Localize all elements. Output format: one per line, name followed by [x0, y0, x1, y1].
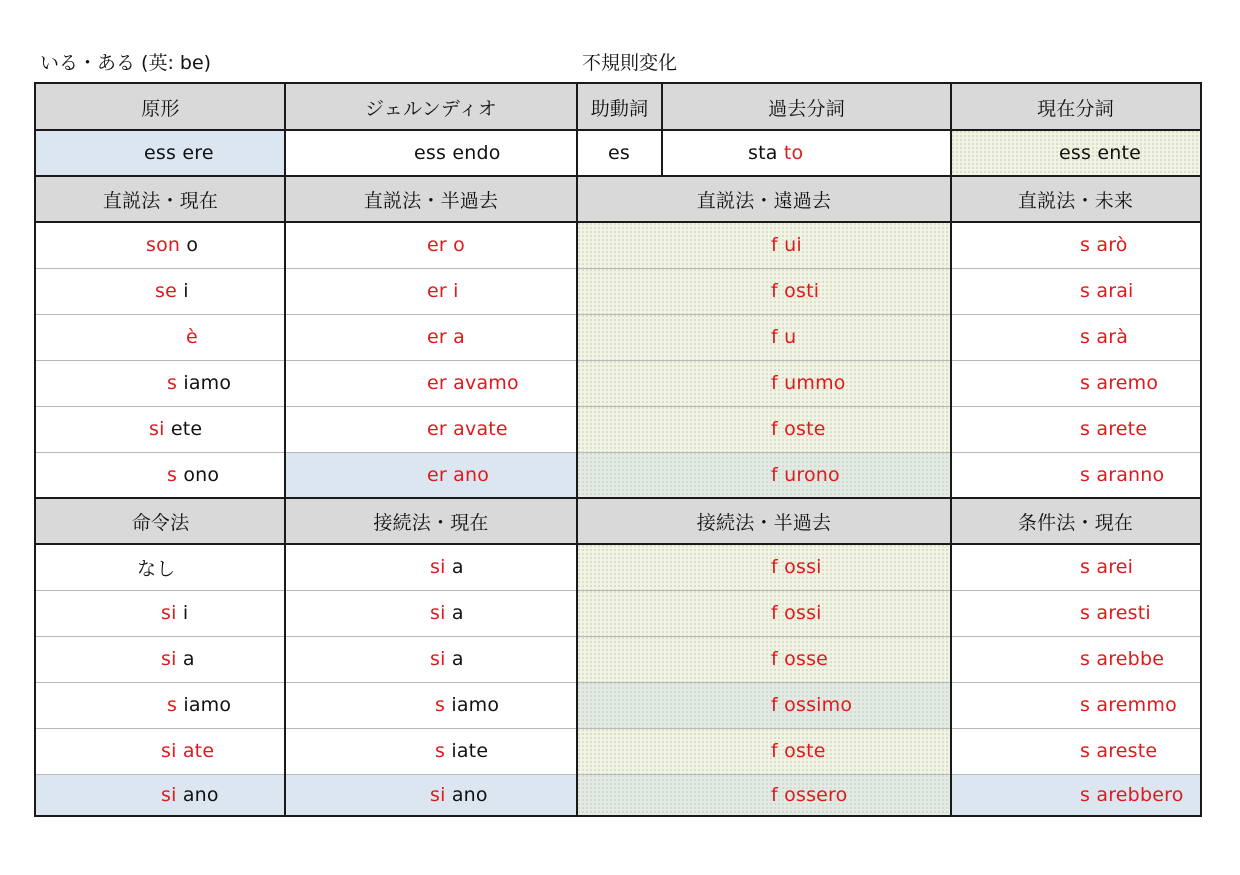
form-cell	[951, 222, 1200, 268]
form-part-a: f	[771, 280, 778, 302]
form-part-b: i	[182, 602, 189, 624]
form-cell	[577, 590, 951, 636]
form-cell	[285, 728, 577, 774]
form-part-a: s	[435, 694, 446, 716]
form-cell	[36, 406, 285, 452]
header-ind-remote-past	[577, 176, 951, 222]
form-part-b: ano	[453, 464, 490, 486]
form-cell	[577, 360, 951, 406]
column-divider	[284, 84, 286, 815]
form-cell	[285, 544, 577, 590]
column-divider	[661, 84, 663, 176]
form-part-a: si	[161, 648, 177, 670]
header-ind-remote-past-label: 直説法・遠過去	[696, 189, 832, 212]
form-part-b: ate	[182, 740, 215, 762]
form-part-a: s	[1080, 280, 1091, 302]
form-part-b: ummo	[784, 372, 846, 394]
value-past-participle	[662, 130, 951, 176]
row-divider	[36, 221, 1200, 223]
form-cell	[36, 544, 285, 590]
form-part-a: f	[771, 602, 778, 624]
form-part-b: iamo	[183, 372, 232, 394]
form-part-b: a	[453, 326, 465, 348]
row-divider	[36, 636, 1200, 637]
title-conjugation-type: 不規則変化	[582, 52, 678, 74]
form-gap	[198, 326, 204, 348]
row-divider	[36, 406, 1200, 407]
row-divider	[36, 314, 1200, 315]
header-ind-present	[36, 176, 285, 222]
header-ind-future-label: 直説法・未来	[1017, 189, 1134, 212]
form-cell	[285, 636, 577, 682]
form-part-b: o	[186, 234, 199, 256]
conjugation-table	[34, 82, 1202, 817]
column-divider	[950, 84, 952, 815]
header-past-participle	[662, 84, 951, 130]
form-part-b: iamo	[183, 694, 232, 716]
form-cell	[577, 728, 951, 774]
column-divider	[576, 84, 578, 815]
form-cell	[36, 314, 285, 360]
form-cell	[951, 682, 1200, 728]
form-part-a: si	[161, 602, 177, 624]
header-imperative	[36, 498, 285, 544]
form-part-a: si	[430, 648, 446, 670]
form-part-b: aranno	[1096, 464, 1165, 486]
form-part-a: s	[167, 372, 178, 394]
value-gerund	[285, 130, 577, 176]
form-part-a: er	[427, 418, 447, 440]
form-part-a: s	[1080, 783, 1091, 806]
form-part-a: なし	[137, 557, 176, 580]
form-cell	[285, 590, 577, 636]
form-part-b: i	[453, 280, 459, 302]
header-auxiliary	[577, 84, 662, 130]
form-part-b: ui	[784, 234, 802, 256]
row-divider	[36, 360, 1200, 361]
header-present-participle	[951, 84, 1200, 130]
header-present-participle-label: 現在分詞	[1037, 97, 1114, 120]
header-cond-present	[951, 498, 1200, 544]
form-part-b: ono	[183, 464, 220, 486]
form-cell	[36, 268, 285, 314]
form-part-a: s	[1080, 694, 1091, 716]
gerund-ending: endo	[452, 142, 501, 164]
form-part-a: s	[167, 694, 178, 716]
header-imperative-label: 命令法	[131, 511, 190, 534]
form-cell	[577, 222, 951, 268]
form-part-b: arò	[1096, 234, 1128, 256]
auxiliary-value: es	[608, 142, 630, 164]
form-part-a: si	[149, 418, 165, 440]
form-part-a: f	[771, 694, 778, 716]
form-part-b: ete	[170, 418, 203, 440]
form-part-a: er	[427, 464, 447, 486]
row-divider	[36, 728, 1200, 729]
form-part-b: a	[451, 556, 464, 578]
header-subj-imperfect	[577, 498, 951, 544]
form-cell	[285, 360, 577, 406]
form-part-a: si	[161, 740, 177, 762]
title-verb: いる・ある (英: be)	[40, 52, 212, 74]
value-infinitive	[36, 130, 285, 176]
form-part-a: f	[771, 648, 778, 670]
form-cell	[951, 636, 1200, 682]
header-ind-future	[951, 176, 1200, 222]
form-cell	[36, 360, 285, 406]
form-cell	[285, 406, 577, 452]
gerund-stem: ess	[414, 142, 447, 164]
form-part-a: s	[1080, 556, 1091, 578]
form-part-a: f	[771, 372, 778, 394]
form-cell	[577, 452, 951, 498]
form-cell	[577, 268, 951, 314]
form-part-a: s	[1080, 648, 1091, 670]
header-ind-present-label: 直説法・現在	[102, 189, 219, 212]
form-part-a: f	[771, 740, 778, 762]
form-part-b: avamo	[453, 372, 519, 394]
form-part-b: osti	[784, 280, 820, 302]
form-part-a: f	[771, 464, 778, 486]
form-part-a: si	[161, 783, 177, 806]
form-part-b: arebbe	[1096, 648, 1165, 670]
form-part-b: ossi	[784, 602, 822, 624]
form-gap	[175, 556, 181, 578]
form-part-b: ano	[451, 783, 488, 806]
row-divider	[36, 268, 1200, 269]
form-part-b: arai	[1096, 280, 1134, 302]
form-cell	[36, 222, 285, 268]
header-subj-present	[285, 498, 577, 544]
form-part-a: er	[427, 234, 447, 256]
form-part-a: f	[771, 556, 778, 578]
past-participle-ending: to	[783, 142, 804, 164]
present-participle-stem: ess	[1059, 142, 1092, 164]
form-part-b: a	[451, 648, 464, 670]
header-past-participle-label: 過去分詞	[768, 97, 845, 120]
form-part-a: si	[430, 556, 446, 578]
form-part-b: arete	[1096, 418, 1148, 440]
form-part-a: s	[1080, 372, 1091, 394]
row-divider	[36, 590, 1200, 591]
form-part-b: o	[453, 234, 465, 256]
form-cell	[951, 360, 1200, 406]
header-ind-imperfect-label: 直説法・半過去	[363, 189, 499, 212]
value-auxiliary	[577, 130, 662, 176]
form-cell	[285, 682, 577, 728]
form-cell	[36, 682, 285, 728]
form-part-b: ossi	[784, 556, 822, 578]
form-part-b: aresti	[1096, 602, 1151, 624]
form-cell	[951, 544, 1200, 590]
form-part-a: s	[1080, 418, 1091, 440]
form-cell	[951, 590, 1200, 636]
form-cell	[577, 636, 951, 682]
form-part-a: si	[430, 602, 446, 624]
header-ind-imperfect	[285, 176, 577, 222]
form-part-a: s	[1080, 602, 1091, 624]
form-part-b: ossimo	[784, 694, 853, 716]
form-part-b: iamo	[451, 694, 500, 716]
form-part-a: s	[435, 740, 446, 762]
form-cell	[577, 682, 951, 728]
infinitive-ending: ere	[182, 142, 214, 164]
row-divider	[36, 452, 1200, 453]
present-participle-ending: ente	[1097, 142, 1142, 164]
form-cell	[951, 774, 1200, 815]
form-part-a: si	[430, 783, 446, 806]
form-part-b: avate	[453, 418, 508, 440]
form-part-b: arei	[1096, 556, 1134, 578]
header-gerund-label: ジェルンディオ	[364, 97, 498, 120]
form-part-a: er	[427, 372, 447, 394]
form-part-a: s	[1080, 326, 1091, 348]
form-cell	[285, 222, 577, 268]
form-part-b: arebbero	[1096, 783, 1184, 806]
header-subj-imperfect-label: 接続法・半過去	[696, 511, 832, 534]
form-cell	[36, 452, 285, 498]
form-cell	[951, 452, 1200, 498]
value-present-participle	[951, 130, 1200, 176]
form-part-b: ossero	[784, 783, 848, 806]
form-part-b: u	[784, 326, 797, 348]
form-part-a: f	[771, 234, 778, 256]
past-participle-stem: sta	[748, 142, 778, 164]
form-cell	[285, 452, 577, 498]
header-gerund	[285, 84, 577, 130]
header-infinitive	[36, 84, 285, 130]
form-part-b: arà	[1096, 326, 1129, 348]
form-cell	[577, 544, 951, 590]
form-part-b: osse	[784, 648, 829, 670]
form-part-b: oste	[784, 740, 826, 762]
form-part-a: son	[146, 234, 181, 256]
form-cell	[285, 774, 577, 815]
form-part-a: se	[155, 280, 177, 302]
form-part-a: er	[427, 280, 447, 302]
form-part-b: aremo	[1096, 372, 1159, 394]
form-part-a: f	[771, 418, 778, 440]
form-part-b: i	[183, 280, 189, 302]
form-part-b: a	[451, 602, 464, 624]
infinitive-stem: ess	[144, 142, 177, 164]
form-part-b: ano	[182, 783, 219, 806]
header-auxiliary-label: 助動詞	[590, 97, 649, 120]
form-cell	[951, 314, 1200, 360]
form-part-a: s	[1080, 464, 1091, 486]
form-cell	[951, 728, 1200, 774]
form-part-a: er	[427, 326, 447, 348]
form-part-b: iate	[451, 740, 489, 762]
form-part-b: oste	[784, 418, 826, 440]
form-cell	[285, 314, 577, 360]
row-divider	[36, 497, 1200, 499]
row-divider	[36, 129, 1200, 131]
form-cell	[577, 314, 951, 360]
row-divider	[36, 543, 1200, 545]
form-cell	[577, 774, 951, 815]
row-divider	[36, 682, 1200, 683]
form-part-b: areste	[1096, 740, 1158, 762]
form-cell	[285, 268, 577, 314]
form-cell	[36, 728, 285, 774]
form-part-b: aremmo	[1096, 694, 1177, 716]
row-divider	[36, 175, 1200, 177]
form-part-a: f	[771, 326, 778, 348]
form-cell	[577, 406, 951, 452]
row-divider	[36, 774, 1200, 775]
form-cell	[36, 774, 285, 815]
form-part-a: s	[1080, 234, 1091, 256]
form-cell	[951, 406, 1200, 452]
header-subj-present-label: 接続法・現在	[373, 511, 489, 534]
header-infinitive-label: 原形	[141, 97, 180, 120]
form-cell	[36, 590, 285, 636]
form-cell	[951, 268, 1200, 314]
header-cond-present-label: 条件法・現在	[1017, 511, 1134, 534]
form-part-a: s	[1080, 740, 1091, 762]
form-part-a: è	[186, 326, 198, 348]
form-part-b: urono	[784, 464, 840, 486]
form-cell	[36, 636, 285, 682]
form-part-a: f	[771, 783, 778, 806]
form-part-a: s	[167, 464, 178, 486]
form-part-b: a	[182, 648, 195, 670]
